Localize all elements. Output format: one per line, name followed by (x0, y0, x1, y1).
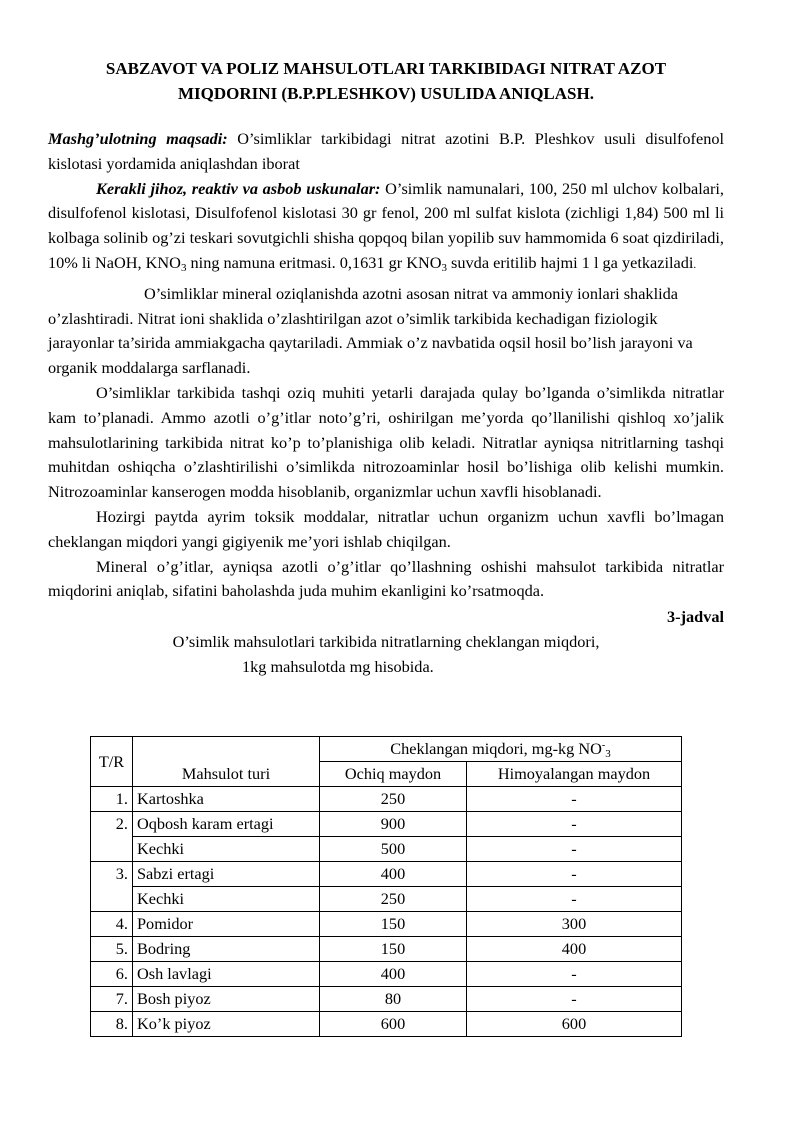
paragraph-1: O’simliklar mineral oziqlanishda azotni asosan nitrat va ammoniy ionlari shaklida o’zlashtiradi. Nitrat ioni shaklida o’zlashtirilgan azot o’simlik tarkibida kechadigan fiziologik jarayonlar ta’sirida ammiakgacha qaytariladi. Ammiak o’z navbatida oqsil hosil bo’lish jarayoni va organik moddalarga sarflanadi. (48, 283, 693, 378)
header-tr: T/R (91, 737, 133, 787)
row-product-name: Bosh piyoz (133, 987, 320, 1012)
row-open-field-value: 400 (320, 862, 467, 887)
row-product-name: Osh lavlagi (133, 962, 320, 987)
row-number: 6. (91, 962, 133, 987)
row-open-field-value: 80 (320, 987, 467, 1012)
paragraph-3: Hozirgi paytda ayrim toksik moddalar, nitratlar uchun organizm uchun xavfli bo’lmagan cheklangan miqdori yangi gigiyenik me’yori ishlab chiqilgan. (48, 506, 724, 551)
title-line-2: MIQDORINI (B.P.PLESHKOV) USULIDA ANIQLASH. (178, 84, 594, 103)
aim-paragraph (48, 127, 724, 177)
equipment-text-b: ning namuna eritmasi. 0,1631 gr KNO (186, 252, 442, 272)
table-number-label: 3-jadval (667, 607, 724, 627)
row-number: 7. (91, 987, 133, 1012)
row-protected-field-value: - (467, 962, 682, 987)
row-product-name: Ko’k piyoz (133, 1012, 320, 1037)
row-number: 5. (91, 937, 133, 962)
table-row (91, 962, 682, 987)
paragraph-2: O’simliklar tarkibida tashqi oziq muhiti yetarli darajada qulay bo’lganda o’simlikda nitratlar kam to’planadi. Ammo azotli o’g’itlar noto’g’ri, oshirilgan me’yorda qo’llanilishi qishloq xo’jalik mahsulotlarining tarkibida nitrat ko’p to’planishiga olib keladi. Nitratlar ayniqsa nitritlarning tashqi muhitdan oshiqcha o’zlashtirilishi o’simlikda nitrozoaminlar hosil bo’lishiga olib kelishi mumkin. Nitrozoaminlar kanserogen modda hisoblanib, organizmlar uchun xavfli hisoblanadi. (48, 382, 724, 502)
equipment-sub-1: 3 (180, 261, 187, 274)
header-limit-sub: 3 (605, 748, 611, 760)
header-open-field: Ochiq maydon (320, 762, 467, 787)
nitrate-limits-table (90, 736, 682, 1037)
row-protected-field-value: - (467, 837, 682, 862)
row-product-name: Oqbosh karam ertagi (133, 812, 320, 837)
table-row (91, 812, 682, 837)
row-protected-field-value: - (467, 887, 682, 912)
table-caption-line-1: O’simlik mahsulotlari tarkibida nitratlarning cheklangan miqdori, (172, 632, 600, 652)
row-number: 8. (91, 1012, 133, 1037)
row-number: 2. (91, 812, 133, 837)
row-open-field-value: 150 (320, 937, 467, 962)
equipment-paragraph (48, 177, 724, 278)
table-row (91, 987, 682, 1012)
table-row (91, 837, 682, 862)
row-protected-field-value: - (467, 987, 682, 1012)
row-protected-field-value: 300 (467, 912, 682, 937)
row-open-field-value: 500 (320, 837, 467, 862)
equipment-text-a: O’simlik namunalari, 100, 250 ml ulchov kolbalari, disulfofenol kislotasi, Disulfofenol kislotasi 30 gr fenol, 200 ml sulfat kislota (zichligi 1,84) 500 ml li kolbaga solinib og’zi teskari sovutgichli shisha qopqoq bilan yopilib suv hammomida 6 soat qizdiriladi, 10% li NaOH, KNO (48, 178, 724, 272)
table-row (91, 912, 682, 937)
table-caption-line-2: 1kg mahsulotda mg hisobida. (242, 657, 434, 677)
table-row (91, 1012, 682, 1037)
table-row (91, 862, 682, 887)
row-number: 1. (91, 787, 133, 812)
row-number (91, 887, 133, 912)
row-product-name: Pomidor (133, 912, 320, 937)
document-title (48, 56, 724, 106)
header-limit-sup: - (601, 740, 606, 751)
row-product-name: Bodring (133, 937, 320, 962)
equipment-sub-2: 3 (441, 261, 447, 274)
row-open-field-value: 150 (320, 912, 467, 937)
row-protected-field-value: 600 (467, 1012, 682, 1037)
row-number: 4. (91, 912, 133, 937)
row-number (91, 837, 133, 862)
row-open-field-value: 400 (320, 962, 467, 987)
row-number: 3. (91, 862, 133, 887)
header-limit-group (320, 737, 682, 762)
row-protected-field-value: - (467, 862, 682, 887)
table-header-row-1 (91, 737, 682, 762)
header-product-type: Mahsulot turi (133, 737, 320, 787)
row-open-field-value: 900 (320, 812, 467, 837)
row-product-name: Sabzi ertagi (133, 862, 320, 887)
row-product-name: Kechki (133, 837, 320, 862)
table-row (91, 787, 682, 812)
document-page (48, 56, 724, 679)
equipment-end: . (693, 258, 697, 271)
row-product-name: Kechki (133, 887, 320, 912)
aim-label: Mashg’ulotning maqsadi: (48, 129, 228, 148)
row-open-field-value: 250 (320, 787, 467, 812)
row-product-name: Kartoshka (133, 787, 320, 812)
header-protected-field: Himoyalangan maydon (467, 762, 682, 787)
row-protected-field-value: - (467, 787, 682, 812)
equipment-text-c: suvda eritilib hajmi 1 l ga yetkaziladi (446, 252, 694, 272)
row-open-field-value: 600 (320, 1012, 467, 1037)
table-row (91, 887, 682, 912)
row-open-field-value: 250 (320, 887, 467, 912)
equipment-label: Kerakli jihoz, reaktiv va asbob uskunalar: (96, 178, 381, 198)
table-row (91, 937, 682, 962)
title-line-1: SABZAVOT VA POLIZ MAHSULOTLARI TARKIBIDAGI NITRAT AZOT (105, 59, 667, 78)
aim-text: O’simliklar tarkibidagi nitrat azotini B.P. Pleshkov usuli disulfofenol kislotasi yordamida aniqlashdan iborat (48, 129, 725, 173)
row-protected-field-value: - (467, 812, 682, 837)
row-protected-field-value: 400 (467, 937, 682, 962)
paragraph-4: Mineral o’g’itlar, ayniqsa azotli o’g’itlar qo’llashning oshishi mahsulot tarkibida nitratlar miqdorini aniqlab, sifatini baholashda juda muhim ekanligini ko’rsatmoqda. (48, 556, 724, 601)
header-limit-text: Cheklangan miqdori, mg-kg NO (390, 739, 602, 758)
